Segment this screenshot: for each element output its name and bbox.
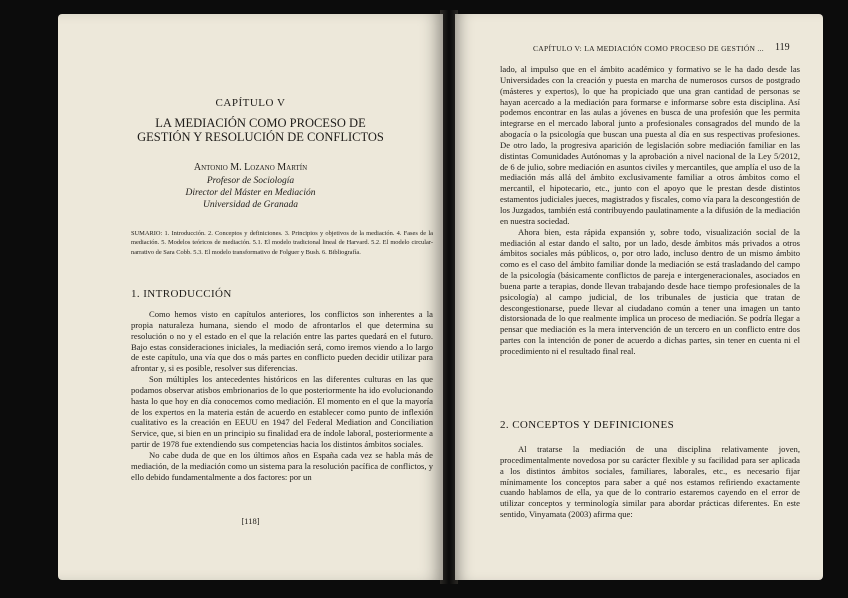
chapter-title: LA MEDIACIÓN COMO PROCESO DE GESTIÓN Y RESOLUCIÓN DE CONFLICTOS (137, 116, 384, 144)
section-heading: 1. INTRODUCCIÓN (131, 288, 232, 300)
author-affiliation: Universidad de Granada (203, 200, 298, 210)
author-role: Profesor de Sociología (206, 176, 295, 186)
paragraph: Ahora bien, esta rápida expansión y, sobre todo, visualización social de la mediación al estar dando el salto, por un lado, desde ámbitos más privados a otros ámbitos sociales más públicos, o, por otro lado, incluso dentro de un mismo ámbito como es el caso del ámbito familiar donde la mediación se está trasladando del campo de la psicología (básicamente conflictos de pareja e intergeneracionales, asociados en buena parte a terapias, donde llevan trabajando desde hace tiempo profesionales de la psicología) al campo judicial, de los tribunales de justicia que tratan de descongestionarse, puede llevar al ciudadano común a tener una imagen un tanto distorsionada de lo que realmente implica un proceso de mediación. Se podría llegar a pensar que mediación es la mera intervención de un tercero en un conflicto entre dos partes con la intención de poner de acuerdo a dichas partes, sin tener en cuenta ni el procedimiento ni el resultado final real. (500, 226, 800, 356)
body-text (500, 444, 800, 520)
body-text (131, 309, 433, 483)
page-folio: [118] (241, 516, 260, 526)
running-head: CAPÍTULO V: LA MEDIACIÓN COMO PROCESO DE GESTIÓN ... (533, 44, 764, 53)
author-name: Antonio M. Lozano Martín (193, 162, 308, 173)
paragraph: lado, al impulso que en el ámbito académico y formativo se le ha dado desde las Universidades con la creación y puesta en marcha de numerosos cursos de postgrado (másteres y expertos), lo que ha propiciado que una gran cantidad de personas se hayan acercado a la mediación para formarse e informarse sobre esta disciplina. Así podemos encontrar en las aulas a jóvenes en busca de una profesión que les permita integrarse en el mercado laboral junto a profesionales consagrados del mundo de la abogacía o la psicología que buscan una puesta al día en sus respectivas profesiones. De otro lado, la progresiva aparición de legislación sobre mediación familiar en las distintas Comunidades Autónomas y la aprobación a nivel nacional de la Ley 5/2012, de 6 de julio, sobre mediación en asuntos civiles y mercantiles, que amplía el uso de la mediación más allá del ámbito exclusivamente familiar a otros ámbitos como el mercantil, el hipotecario, etc., junto con el apoyo que le prestan desde distintos estamentos judiciales jueces, magistrados y fiscales, como vía para la descongestión de los Juzgados, también está contribuyendo paulatinamente a la difusión de la mediación en nuestra sociedad. (500, 64, 800, 226)
chapter-label: CAPÍTULO V (215, 97, 286, 109)
paragraph: Al tratarse la mediación de una disciplina relativamente joven, procedimentalmente novedosa por su carácter flexible y su facilidad para ser aplicada a los distintos ámbitos sociales, familiares, laborales, etc., es necesario fijar mínimamente los conceptos para saber a qué nos estamos refiriendo exactamente cuando hablamos de ella, ya que de lo contrario estaremos cayendo en el error de utilizar conceptos y terminología similar para abordar prácticas diferentes. En este sentido, Vinyamata (2003) afirma que: (500, 444, 800, 520)
paragraph: No cabe duda de que en los últimos años en España cada vez se habla más de mediación, de la mediación como un sistema para la resolución pacífica de conflictos, y ello debido fundamentalmente a dos factores: por un (131, 449, 433, 482)
paragraph: Como hemos visto en capítulos anteriores, los conflictos son inherentes a la propia naturaleza humana, siendo el modo de afrontarlos el que determina su resolución o no y el estado en el que la relación entre las partes quedará en el futuro. Bajo estas consideraciones iniciales, la mediación será, como iremos viendo a lo largo de este capítulo, una vía que dos o más partes en conflicto pueden decidir utilizar para afrontar y, si es posible, resolver sus diferencias. (131, 309, 433, 374)
chapter-summary: SUMARIO: 1. Introducción. 2. Conceptos y definiciones. 3. Principios y objetivos de la mediación. 4. Fases de la mediación. 5. Modelos teóricos de mediación. 5.1. El modelo tradicional lineal de Harvard. 5.2. El modelo circular-narrativo de Sara Cobb. 5.3. El modelo transformativo de Folguer y Bush. 6. Bibliografía. (131, 230, 433, 256)
section-heading: 2. CONCEPTOS Y DEFINICIONES (500, 419, 675, 431)
body-text (500, 64, 800, 357)
paragraph: Son múltiples los antecedentes históricos en las diferentes culturas en las que podamos observar atisbos embrionarios de lo que posteriormente ha ido evolucionando hasta lo que hoy en día conocemos como mediación. El momento en el que la mayoría de los expertos en la materia están de acuerdo en establecer como punto de inflexión cualitativo es la creación en EEUU en 1947 del Federal Mediation and Conciliation Service, que, si bien en un principio su finalidad era de índole laboral, posteriormente a partir de 1978 fue extendiendo sus competencias hacia los distintos ámbitos sociales. (131, 374, 433, 450)
author-role: Director del Máster en Mediación (185, 188, 316, 198)
right-page (455, 14, 823, 580)
page-number: 119 (775, 42, 790, 53)
left-page (58, 14, 443, 580)
